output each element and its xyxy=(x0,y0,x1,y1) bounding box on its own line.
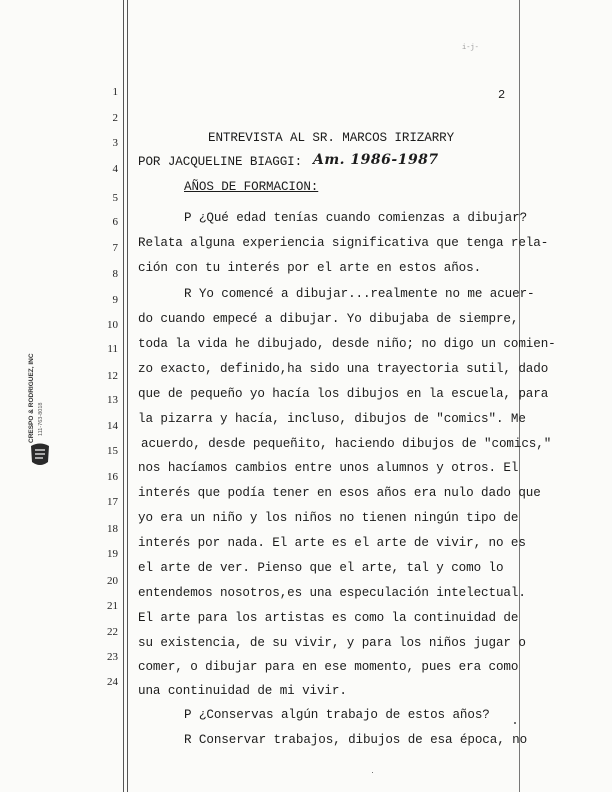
transcript-line: P ¿Qué edad tenías cuando comienzas a dibujar? xyxy=(184,211,528,225)
interview-title: ENTREVISTA AL SR. MARCOS IRIZARRY xyxy=(208,131,455,145)
transcript-line: toda la vida he dibujado, desde niño; no digo un comien- xyxy=(138,337,556,351)
line-number: 3 xyxy=(112,137,118,149)
logo-phone: 111-763-8018 xyxy=(38,402,44,436)
logo-company-name: CRESPO & RODRIGUEZ, INC xyxy=(28,353,35,443)
line-number: 22 xyxy=(107,626,118,638)
line-number: 10 xyxy=(107,319,118,331)
line-number: 13 xyxy=(107,394,118,406)
transcript-line: Relata alguna experiencia significativa que tenga rela- xyxy=(138,236,549,250)
court-reporter-logo xyxy=(28,318,86,478)
transcript-line: do cuando empecé a dibujar. Yo dibujaba de siempre, xyxy=(138,312,519,326)
line-number: 16 xyxy=(107,471,118,483)
scan-speck xyxy=(514,722,516,724)
transcript-line: interés por nada. El arte es el arte de vivir, no es xyxy=(138,536,526,550)
margin-rule-left-outer xyxy=(123,0,124,792)
transcript-line: R Yo comencé a dibujar...realmente no me acuer- xyxy=(184,287,535,301)
line-number: 15 xyxy=(107,445,118,457)
transcript-line: una continuidad de mi vivir. xyxy=(138,684,347,698)
transcript-line: la pizarra y hacía, incluso, dibujos de "comics". Me xyxy=(138,412,526,426)
line-number: 9 xyxy=(112,294,118,306)
line-number: 2 xyxy=(112,112,118,124)
transcript-line: El arte para los artistas es como la continuidad de xyxy=(138,611,519,625)
transcript-line: su existencia, de su vivir, y para los niños jugar o xyxy=(138,636,526,650)
transcript-line: interés que podía tener en esos años era nulo dado que xyxy=(138,486,541,500)
line-number: 18 xyxy=(107,523,118,535)
line-number: 1 xyxy=(112,86,118,98)
line-number: 23 xyxy=(107,651,118,663)
line-number: 5 xyxy=(112,192,118,204)
transcript-line: que de pequeño yo hacía los dibujos en la escuela, para xyxy=(138,387,549,401)
transcript-line: zo exacto, definido,ha sido una trayectoria sutil, dado xyxy=(138,362,549,376)
handwritten-date-note: Am. 1986-1987 xyxy=(313,152,439,168)
line-number: 4 xyxy=(112,163,118,175)
transcript-line: el arte de ver. Pienso que el arte, tal y como lo xyxy=(138,561,504,575)
transcript-line: acuerdo, desde pequeñito, haciendo dibujos de "comics," xyxy=(141,437,552,451)
line-number: 19 xyxy=(107,548,118,560)
transcript-line: yo era un niño y los niños no tienen ningún tipo de xyxy=(138,511,519,525)
corner-mark: i-j- xyxy=(462,44,479,52)
line-number: 6 xyxy=(112,216,118,228)
transcript-line: nos hacíamos cambios entre unos alumnos y otros. El xyxy=(138,461,519,475)
transcript-line: ción con tu interés por el arte en estos años. xyxy=(138,261,482,275)
line-number: 14 xyxy=(107,420,118,432)
interviewer-byline: POR JACQUELINE BIAGGI: xyxy=(138,155,303,169)
line-number: 20 xyxy=(107,575,118,587)
line-number: 11 xyxy=(107,343,118,355)
line-number: 24 xyxy=(107,676,118,688)
section-heading: AÑOS DE FORMACION: xyxy=(184,180,319,194)
page-number: 2 xyxy=(498,88,506,102)
transcript-line: R Conservar trabajos, dibujos de esa época, no xyxy=(184,733,528,747)
line-number: 8 xyxy=(112,268,118,280)
seal-icon xyxy=(28,442,52,468)
transcript-line: comer, o dibujar para en ese momento, pues era como xyxy=(138,660,519,674)
line-number: 7 xyxy=(112,242,118,254)
line-number: 12 xyxy=(107,370,118,382)
line-number: 17 xyxy=(107,496,118,508)
transcript-line: P ¿Conservas algún trabajo de estos años? xyxy=(184,708,490,722)
margin-rule-left-inner xyxy=(127,0,128,792)
scan-speck xyxy=(372,772,373,773)
line-number: 21 xyxy=(107,600,118,612)
transcript-line: entendemos nosotros,es una especulación intelectual. xyxy=(138,586,526,600)
